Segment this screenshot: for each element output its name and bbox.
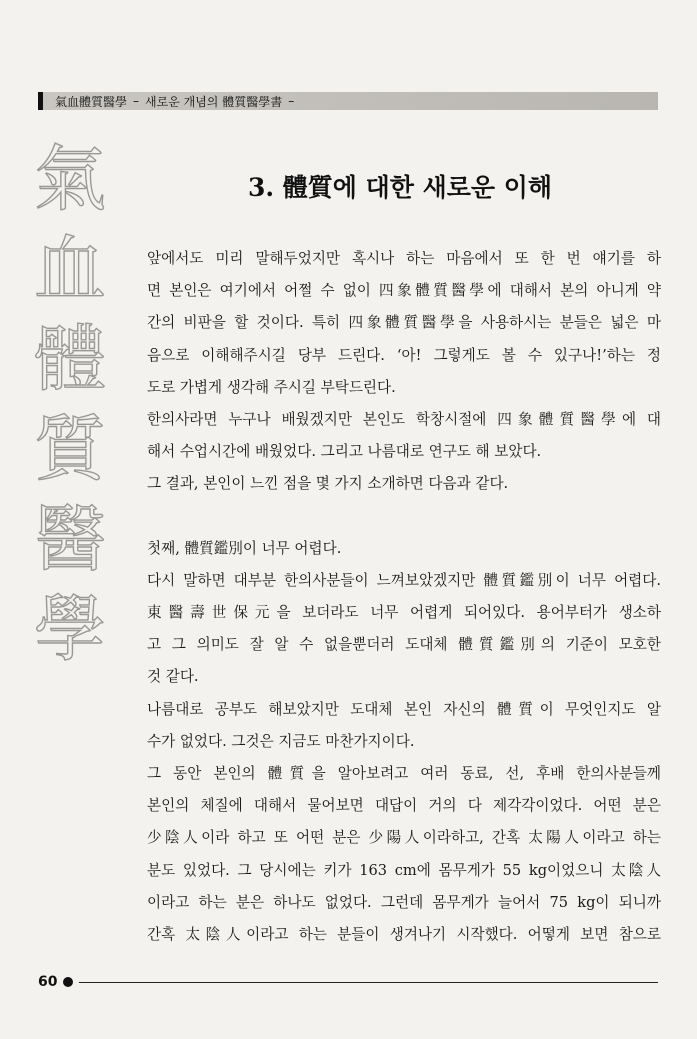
body-line: 東醫壽世保元을 보더라도 너무 어렵게 되어있다. 용어부터가 생소하	[147, 604, 661, 622]
body-line: 음으로 이해해주시길 당부 드린다. ‘아! 그렇게도 볼 수 있구나!’하는 정	[147, 346, 661, 364]
running-header	[38, 92, 658, 110]
blank-line	[147, 501, 661, 533]
header-end-dash: –	[288, 94, 295, 108]
header-subtitle: 새로운 개념의 體質醫學書	[145, 94, 283, 109]
body-line: 그 동안 본인의 體質을 알아보려고 여러 동료, 선, 후배 한의사분들께	[147, 765, 661, 782]
body-line: 간의 비판을 할 것이다. 특히 四象體質醫學을 사용하시는 분들은 넓은 마	[147, 314, 661, 332]
body-line: 해서 수업시간에 배웠었다. 그리고 나름대로 연구도 해 보았다.	[147, 443, 542, 461]
body-line: 고 그 의미도 잘 알 수 없을뿐더러 도대체 體質鑑別의 기준이 모호한	[147, 636, 661, 654]
side-title-char: 質	[34, 407, 107, 491]
body-text	[147, 243, 661, 951]
body-line: 첫째, 體質鑑別이 너무 어렵다.	[147, 539, 342, 557]
body-line: 면 본인은 여기에서 어쩔 수 없이 四象體質醫學에 대해서 본의 아니게 약	[147, 282, 661, 300]
body-line: 그 결과, 본인이 느낀 점을 몇 가지 소개하면 다음과 같다.	[147, 475, 509, 493]
body-line: 도로 가볍게 생각해 주시길 부탁드린다.	[147, 378, 396, 396]
body-line: 분도 있었다. 그 당시에는 키가 163 cm에 몸무게가 55 kg이었으니 太陰人	[147, 861, 661, 879]
footer-rule	[79, 982, 658, 983]
chapter-title: 3. 體質에 대한 새로운 이해	[247, 173, 553, 202]
side-title-char: 氣	[34, 137, 107, 221]
header-book-title: 氣血體質醫學	[55, 94, 128, 109]
header-separator: –	[133, 94, 140, 108]
side-title-char: 學	[34, 587, 107, 671]
body-line: 나름대로 공부도 해보았지만 도대체 본인 자신의 體質이 무엇인지도 알	[147, 700, 661, 718]
page-number: 60	[38, 974, 58, 990]
side-title-watermark	[34, 134, 106, 674]
body-line: 다시 말하면 대부분 한의사분들이 느껴보았겠지만 體質鑑別이 너무 어렵다.	[147, 571, 661, 589]
side-title-char: 血	[34, 227, 107, 311]
body-line: 것 같다.	[147, 668, 199, 686]
side-title-char: 體	[34, 317, 107, 401]
body-line: 한의사라면 누구나 배웠겠지만 본인도 학창시절에 四象體質醫學에 대	[147, 410, 661, 428]
body-line: 본인의 체질에 대해서 물어보면 대답이 거의 다 제각각이었다. 어떤 분은	[147, 797, 661, 815]
body-line: 앞에서도 미리 말해두었지만 혹시나 하는 마음에서 또 한 번 얘기를 하	[147, 250, 661, 267]
body-line: 이라고 하는 분은 하나도 없었다. 그런데 몸무게가 늘어서 75 kg이 되니까	[147, 893, 661, 911]
body-line: 수가 없었다. 그것은 지금도 마찬가지이다.	[147, 732, 415, 750]
bullet-dot-icon	[63, 977, 73, 987]
body-line: 少陰人이라 하고 또 어떤 분은 少陽人이라하고, 간혹 太陽人이라고 하는	[147, 829, 661, 847]
page-footer	[38, 972, 658, 992]
side-title-char: 醫	[34, 497, 107, 581]
body-line: 간혹 太陰人이라고 하는 분들이 생겨나기 시작했다. 어떻게 보면 참으로	[147, 925, 661, 943]
